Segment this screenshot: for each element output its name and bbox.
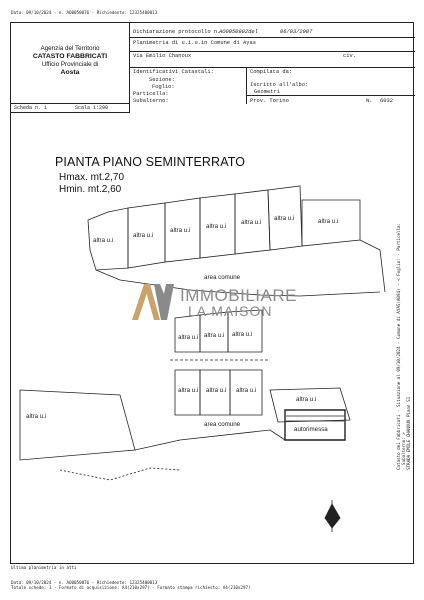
sheet-label: Foglio: <box>152 84 175 90</box>
unit-label: altra u.i <box>241 219 262 226</box>
unit-label: altra u.i <box>296 396 317 403</box>
unit-label: altra u.i <box>274 215 295 222</box>
unit-label: altra u.i <box>26 413 47 420</box>
address: Via Emilio Chanoux <box>133 53 192 59</box>
garage-outline <box>285 410 345 440</box>
scale-value: Scala 1:200 <box>75 105 109 111</box>
registered-label: Iscritto all'albo: <box>250 82 309 88</box>
protocol-label: Dichiarazione protocollo n. <box>133 29 221 35</box>
sheet-number: Scheda n. 1 <box>14 105 48 111</box>
subordinate-label: Subalterno: <box>133 98 169 104</box>
unit-label: altra u.i <box>236 387 257 394</box>
unit-label: altra u.i <box>204 332 225 339</box>
parcel-label: Particella: <box>133 91 169 97</box>
av-logo-icon <box>130 282 176 322</box>
unit-label: altra u.i <box>178 334 199 341</box>
side-caption <box>396 220 411 470</box>
unit-label: altra u.i <box>93 237 114 244</box>
watermark-line2: LA MAISON <box>188 302 273 319</box>
catasto-title: CATASTO FABBRICATI <box>32 52 108 60</box>
protocol-date: 06/03/2007 <box>280 29 313 35</box>
common-area-label: area comune <box>204 421 241 428</box>
side-caption-line2: STRADA EMILE CHANOUX Piano S1 <box>406 396 411 470</box>
unit-outline <box>20 390 135 460</box>
plan-title: PIANTA PIANO SEMINTERRATO <box>55 155 246 169</box>
unit-label: altra u.i <box>170 227 191 234</box>
header-request-info: Data: 09/10/2024 - n. AO0050076 - Richiedente: 12325400013 <box>11 10 158 15</box>
min-height: Hmin. mt.2,60 <box>59 184 122 195</box>
agency-watermark <box>130 282 297 322</box>
unit-label: altra u.i <box>133 232 154 239</box>
section-label: Sezione: <box>149 77 175 83</box>
footer-line1: Data: 09/10/2024 - n. AO0050076 - Richiedente: 12325400013 <box>11 580 158 585</box>
footer <box>11 565 251 590</box>
registered-value: Geometri <box>254 89 280 95</box>
civic-number-label: civ. <box>343 53 356 59</box>
footer-note: Ultima planimetria in atti <box>11 565 77 570</box>
max-height: Hmax. mt.2,70 <box>59 172 125 183</box>
unit-label: altra u.i <box>232 331 253 338</box>
compiled-by-label: Compilata da: <box>250 69 293 75</box>
side-caption-line1: Catasto dei Fabbricati - Situazione al 09/10/2024 - Comune di AYAS(A094) - < Foglio: - Particella: - Subalterno: > <box>396 222 406 470</box>
garage-label: autorimessa <box>294 426 328 433</box>
watermark-line1: IMMOBILIARE <box>180 285 297 305</box>
unit-label: altra u.i <box>206 387 227 394</box>
protocol-value: AO0050902del <box>219 29 258 35</box>
common-area-label: area comune <box>204 274 241 281</box>
number-value: 6032 <box>380 98 393 104</box>
agency-name: Agenzia del Territorio <box>40 45 100 52</box>
office-city: Aosta <box>60 69 80 77</box>
office-name: Ufficio Provinciale di <box>41 61 99 69</box>
number-label: N. <box>366 98 373 104</box>
cadastral-id-label: Identificativi Catastali: <box>133 69 214 75</box>
footer-line2: Totale schede: 1 - Formato di acquisizione: A4(210x297) - Formato stampa richiesto: A4(210x297) <box>11 585 251 590</box>
boundary-line <box>60 468 180 480</box>
unit-label: altra u.i <box>318 218 339 225</box>
unit-label: altra u.i <box>178 387 199 394</box>
plan-type: Planimetria di u.i.u.in Comune di Ayas <box>133 40 256 46</box>
unit-label: altra u.i <box>206 223 227 230</box>
north-arrow <box>325 500 340 532</box>
province-label: Prov. Torino <box>250 98 289 104</box>
common-area-edge <box>360 240 385 292</box>
unit-outline <box>270 388 350 422</box>
common-area-edge <box>135 430 285 450</box>
